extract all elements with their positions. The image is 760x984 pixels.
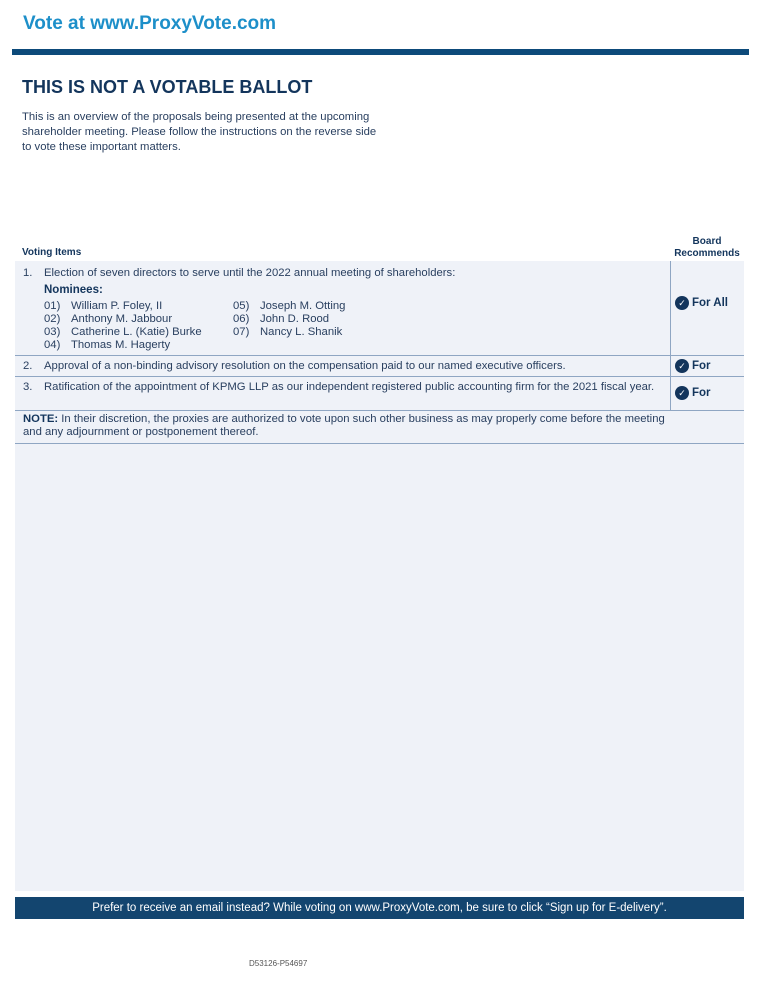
- note-row: [15, 411, 744, 444]
- voting-items-header: Voting Items: [22, 247, 82, 258]
- item-2-recommendation: [675, 359, 711, 373]
- item-1-recommendation-label: For All: [692, 297, 728, 309]
- nominee-05: [233, 300, 345, 313]
- nominee-name: Nancy L. Shanik: [260, 326, 343, 338]
- nominee-number: 01): [44, 300, 61, 312]
- item-1-number: 1.: [23, 267, 33, 279]
- item-3-recommendation: [675, 386, 711, 400]
- board-recommends-line2: Recommends: [674, 248, 740, 259]
- footer-banner: Prefer to receive an email instead? While voting on www.ProxyVote.com, be sure to click “Sign up for E-delivery”.: [15, 897, 744, 919]
- column-divider: [670, 261, 671, 355]
- item-2-text: [23, 360, 566, 373]
- note-text: [23, 413, 673, 439]
- voting-item-3: [15, 377, 744, 411]
- nominee-01: [44, 300, 162, 313]
- nominee-number: 05): [233, 300, 250, 312]
- header-title: Vote at www.ProxyVote.com: [23, 13, 277, 34]
- voting-items-table: [15, 261, 744, 891]
- item-2-number: 2.: [23, 360, 33, 372]
- nominee-number: 04): [44, 339, 61, 351]
- header-divider: [12, 49, 749, 55]
- voting-item-1: [15, 261, 744, 356]
- board-recommends-line1: Board: [692, 236, 722, 247]
- nominee-number: 07): [233, 326, 250, 338]
- note-body: In their discretion, the proxies are authorized to vote upon such other business as may properly come before the meeting and any adjournment or postponement thereof.: [23, 413, 665, 438]
- nominee-name: Joseph M. Otting: [260, 300, 346, 312]
- nominee-06: [233, 313, 329, 326]
- nominee-04: [44, 339, 170, 352]
- nominee-number: 02): [44, 313, 61, 325]
- nominee-name: Anthony M. Jabbour: [71, 313, 173, 325]
- check-circle-icon: ✓: [675, 296, 689, 310]
- nominee-number: 06): [233, 313, 250, 325]
- voting-item-2: [15, 356, 744, 377]
- page-title: THIS IS NOT A VOTABLE BALLOT: [22, 77, 313, 97]
- item-1-description: Election of seven directors to serve until the 2022 annual meeting of shareholders:: [44, 267, 456, 279]
- nominee-07: [233, 326, 342, 339]
- check-circle-icon: ✓: [675, 359, 689, 373]
- nominee-02: [44, 313, 172, 326]
- nominee-number: 03): [44, 326, 61, 338]
- nominee-name: William P. Foley, II: [71, 300, 163, 312]
- nominee-03: [44, 326, 202, 339]
- column-divider: [670, 356, 671, 376]
- intro-text: This is an overview of the proposals being presented at the upcoming shareholder meeting. Please follow the instructions on the reverse side to vote these important matters.: [22, 111, 377, 153]
- item-1-recommendation: [675, 296, 728, 310]
- item-3-recommendation-label: For: [692, 387, 711, 399]
- document-code: D53126-P54697: [249, 959, 308, 968]
- item-3-description: Ratification of the appointment of KPMG LLP as our independent registered public accounting firm for the 2021 fiscal year.: [44, 381, 655, 393]
- note-label: NOTE:: [23, 413, 59, 425]
- nominee-name: Thomas M. Hagerty: [71, 339, 171, 351]
- nominees-label: Nominees:: [44, 284, 103, 296]
- item-3-text: [23, 381, 689, 394]
- nominee-name: John D. Rood: [260, 313, 330, 325]
- item-1-text: [23, 267, 455, 280]
- item-2-recommendation-label: For: [692, 360, 711, 372]
- nominee-name: Catherine L. (Katie) Burke: [71, 326, 202, 338]
- board-recommends-header: [668, 236, 746, 260]
- check-circle-icon: ✓: [675, 386, 689, 400]
- item-3-number: 3.: [23, 381, 33, 393]
- item-2-description: Approval of a non-binding advisory resolution on the compensation paid to our named executive officers.: [44, 360, 566, 372]
